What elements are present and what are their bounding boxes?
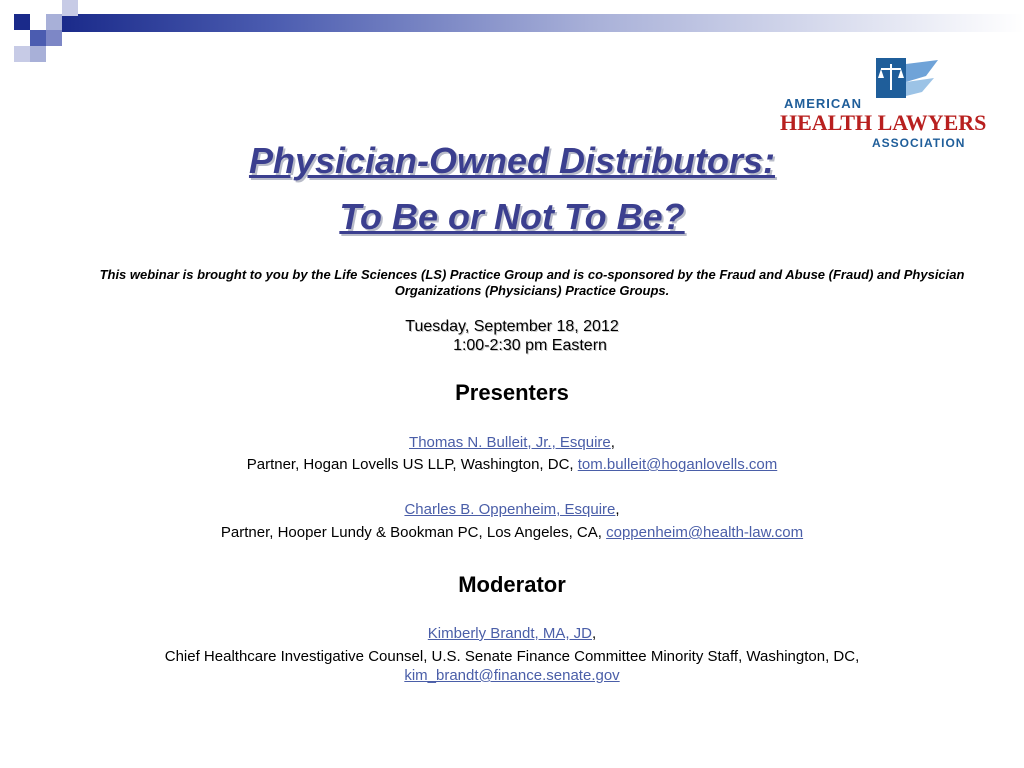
decorative-square [30,30,46,46]
decorative-square [46,14,62,30]
comma: , [610,434,615,451]
logo-line-american: AMERICAN [784,96,863,111]
decorative-square [30,46,46,62]
moderator-name-link[interactable]: Kimberly Brandt, MA, JD [427,625,593,642]
presenter-2-email-link[interactable]: coppenheim@health-law.com [606,524,804,541]
presenter-1-name-line [0,434,1024,451]
presenter-1-role-line [0,456,1024,473]
moderator-name-line [0,625,1024,642]
header-gradient-bar [60,14,1024,32]
ahla-logo [780,56,987,152]
decorative-square [14,14,30,30]
scales-of-justice-icon [868,56,948,104]
logo-line-association: ASSOCIATION [872,136,966,150]
moderator-heading: Moderator [458,572,566,597]
presenter-2-name-line [0,501,1024,518]
comma: , [615,501,620,518]
webinar-intro: This webinar is brought to you by the Life Sciences (LS) Practice Group and is co-sponsored by the Fraud and Abuse (Fraud) and Physician Organizations (Physicians) Practice Groups. [99,267,965,298]
comma: , [592,625,597,642]
moderator-email-line [0,667,1024,684]
presenter-2-role: Partner, Hooper Lundy & Bookman PC, Los Angeles, CA, [220,524,602,541]
page-title-line1: Physician-Owned Distributors: [248,140,776,181]
logo-line-health-lawyers: HEALTH LAWYERS [780,110,987,135]
event-date: Tuesday, September 18, 2012 [405,318,619,335]
decorative-square [46,30,62,46]
presenter-2-name-link[interactable]: Charles B. Oppenheim, Esquire [404,501,616,518]
moderator-email-link[interactable]: kim_brandt@finance.senate.gov [404,667,620,684]
decorative-square [14,46,30,62]
decorative-square [62,0,78,16]
page-title-line2: To Be or Not To Be? [339,196,685,237]
presenter-1-name-link[interactable]: Thomas N. Bulleit, Jr., Esquire [409,434,611,451]
presenter-1-role: Partner, Hogan Lovells US LLP, Washington, DC, [246,456,574,473]
presenter-2-role-line [0,524,1024,541]
event-time: 1:00-2:30 pm Eastern [453,337,607,354]
presenter-1-email-link[interactable]: tom.bulleit@hoganlovells.com [577,456,778,473]
presenters-heading: Presenters [455,380,569,405]
moderator-role-line [0,648,1024,665]
moderator-role: Chief Healthcare Investigative Counsel, U.S. Senate Finance Committee Minority Staff, Washington, DC, [164,648,860,665]
